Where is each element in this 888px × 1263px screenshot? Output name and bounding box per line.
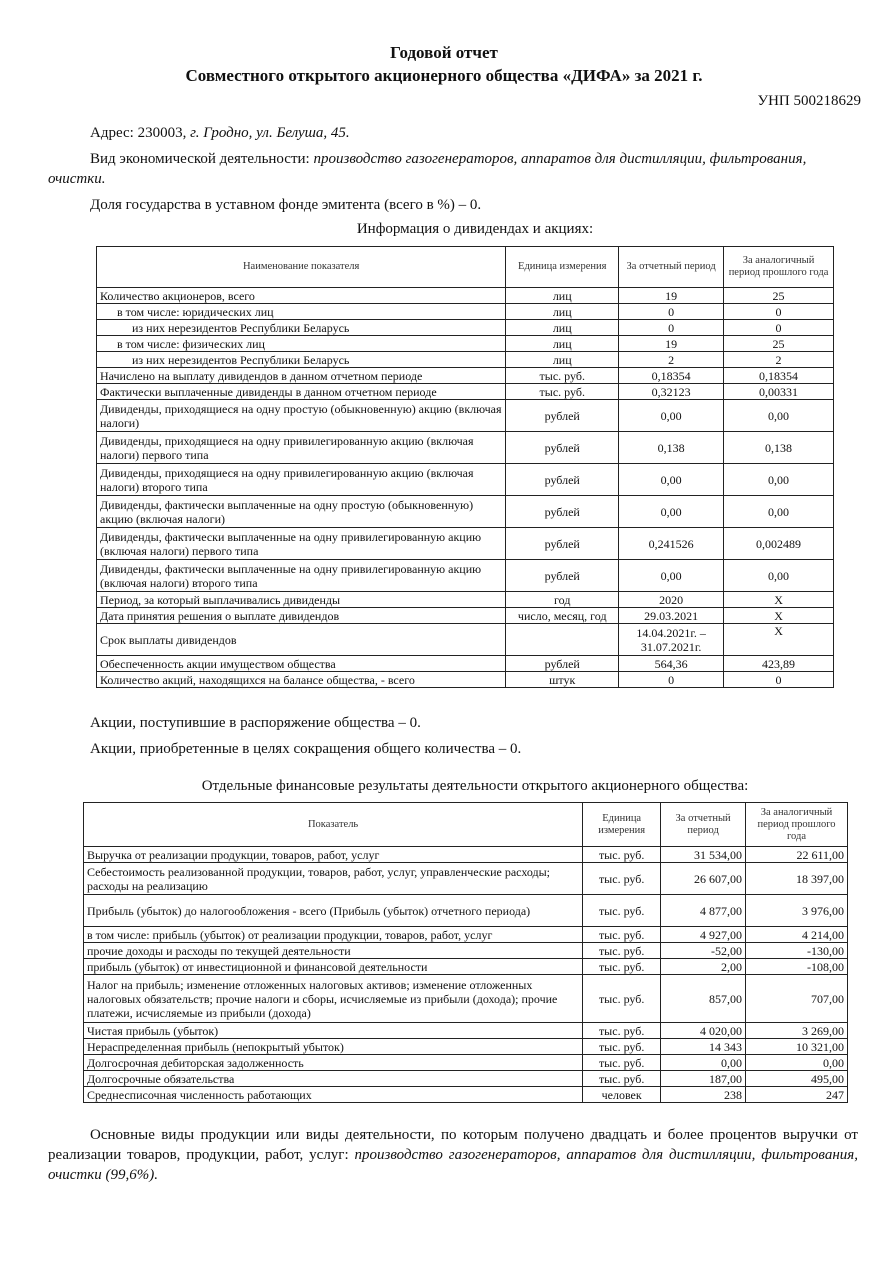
row-unit: число, месяц, год <box>506 608 619 624</box>
header-unit: Единица измерения <box>583 803 661 847</box>
dividends-caption: Информация о дивидендах и акциях: <box>356 221 594 237</box>
row-unit: тыс. руб. <box>583 1023 661 1039</box>
row-previous: -130,00 <box>746 943 848 959</box>
row-unit: штук <box>506 672 619 688</box>
header-current: За отчетный период <box>619 247 724 288</box>
row-previous: 10 321,00 <box>746 1039 848 1055</box>
row-name: Прибыль (убыток) до налогообложения - всего (Прибыль (убыток) отчетного периода) <box>84 895 583 927</box>
dividends-row <box>97 496 834 528</box>
row-current: 31 534,00 <box>661 847 746 863</box>
row-previous: 0 <box>724 320 834 336</box>
row-previous: X <box>724 624 834 656</box>
financial-row <box>84 959 848 975</box>
row-name: Период, за который выплачивались дивиденды <box>97 592 506 608</box>
row-previous: 0,00 <box>724 464 834 496</box>
row-unit: тыс. руб. <box>506 368 619 384</box>
row-name: прибыль (убыток) от инвестиционной и финансовой деятельности <box>84 959 583 975</box>
row-name: Долгосрочные обязательства <box>84 1071 583 1087</box>
header-current: За отчетный период <box>661 803 746 847</box>
row-unit: тыс. руб. <box>583 863 661 895</box>
row-current: 0,00 <box>661 1055 746 1071</box>
row-current: 14 343 <box>661 1039 746 1055</box>
financial-row <box>84 1039 848 1055</box>
row-unit: тыс. руб. <box>583 943 661 959</box>
row-unit: человек <box>583 1087 661 1103</box>
row-name: в том числе: прибыль (убыток) от реализации продукции, товаров, работ, услуг <box>84 927 583 943</box>
dividends-row <box>97 624 834 656</box>
row-previous: 495,00 <box>746 1071 848 1087</box>
row-unit: год <box>506 592 619 608</box>
row-name: Начислено на выплату дивидендов в данном отчетном периоде <box>97 368 506 384</box>
dividends-row <box>97 304 834 320</box>
row-current: 0,241526 <box>619 528 724 560</box>
row-current: 0 <box>619 320 724 336</box>
dividends-header-row <box>97 247 834 288</box>
row-current: 0,138 <box>619 432 724 464</box>
row-previous: 25 <box>724 336 834 352</box>
row-current: 238 <box>661 1087 746 1103</box>
row-current: 0 <box>619 304 724 320</box>
row-unit: рублей <box>506 560 619 592</box>
row-unit: тыс. руб. <box>583 847 661 863</box>
dividends-row <box>97 320 834 336</box>
dividends-row <box>97 400 834 432</box>
row-unit: рублей <box>506 464 619 496</box>
row-current: 0 <box>619 672 724 688</box>
dividends-row <box>97 352 834 368</box>
row-name: Срок выплаты дивидендов <box>97 624 506 656</box>
address-label: Адрес: 230003, <box>90 125 191 141</box>
row-previous: X <box>724 608 834 624</box>
dividends-row <box>97 560 834 592</box>
financial-row <box>84 1071 848 1087</box>
row-previous: 423,89 <box>724 656 834 672</box>
row-current: 29.03.2021 <box>619 608 724 624</box>
financial-row <box>84 927 848 943</box>
dividends-row <box>97 384 834 400</box>
row-unit: лиц <box>506 352 619 368</box>
row-previous: 18 397,00 <box>746 863 848 895</box>
row-current: 19 <box>619 288 724 304</box>
row-name: из них нерезидентов Республики Беларусь <box>97 320 506 336</box>
row-current: 0,00 <box>619 496 724 528</box>
row-name: Дивиденды, фактически выплаченные на одну простую (обыкновенную) акцию (включая налоги) <box>97 496 506 528</box>
header-indicator: Показатель <box>84 803 583 847</box>
main-activities-value: производство газогенераторов, аппаратов для дистилляции, фильтрования, очистки (99,6%). <box>48 1147 858 1183</box>
row-previous: -108,00 <box>746 959 848 975</box>
row-current: 2 <box>619 352 724 368</box>
row-name: Налог на прибыль; изменение отложенных налоговых активов; изменение отложенных налоговых обязательств; прочие налоги и сборы, исчисляемые из прибыли (дохода); прочие платежи, исчисляемые из прибыли (дохода) <box>84 975 583 1023</box>
row-current: 4 877,00 <box>661 895 746 927</box>
row-current: 0,00 <box>619 560 724 592</box>
row-name: в том числе: юридических лиц <box>97 304 506 320</box>
row-name: из них нерезидентов Республики Беларусь <box>97 352 506 368</box>
row-unit: лиц <box>506 336 619 352</box>
row-name: Дивиденды, приходящиеся на одну привилегированную акцию (включая налоги) второго типа <box>97 464 506 496</box>
row-name: Выручка от реализации продукции, товаров, работ, услуг <box>84 847 583 863</box>
row-current: 19 <box>619 336 724 352</box>
row-previous: 2 <box>724 352 834 368</box>
report-subtitle: Совместного открытого акционерного общества «ДИФА» за 2021 г. <box>185 66 703 85</box>
row-previous: 0,00 <box>724 400 834 432</box>
row-previous: X <box>724 592 834 608</box>
row-current: 857,00 <box>661 975 746 1023</box>
row-previous: 0,00 <box>746 1055 848 1071</box>
financial-row <box>84 943 848 959</box>
row-unit: тыс. руб. <box>583 1039 661 1055</box>
row-name: Обеспеченность акции имуществом общества <box>97 656 506 672</box>
row-unit: тыс. руб. <box>583 895 661 927</box>
financial-row <box>84 863 848 895</box>
row-current: 4 020,00 <box>661 1023 746 1039</box>
row-name: Дивиденды, приходящиеся на одну простую (обыкновенную) акцию (включая налоги) <box>97 400 506 432</box>
row-previous: 0,00331 <box>724 384 834 400</box>
row-current: 0,32123 <box>619 384 724 400</box>
row-name: Долгосрочная дебиторская задолженность <box>84 1055 583 1071</box>
activity-line <box>48 149 848 189</box>
row-name: Себестоимость реализованной продукции, товаров, работ, услуг, управленческие расходы; расходы на реализацию <box>84 863 583 895</box>
dividends-row <box>97 528 834 560</box>
dividends-row <box>97 432 834 464</box>
dividends-row <box>97 288 834 304</box>
row-unit <box>506 624 619 656</box>
row-current: 4 927,00 <box>661 927 746 943</box>
row-unit: тыс. руб. <box>583 1071 661 1087</box>
activity-label: Вид экономической деятельности: <box>90 151 314 167</box>
row-previous: 0 <box>724 672 834 688</box>
report-title: Годовой отчет <box>390 43 498 62</box>
row-name: Чистая прибыль (убыток) <box>84 1023 583 1039</box>
row-unit: рублей <box>506 400 619 432</box>
row-name: Дивиденды, фактически выплаченные на одну привилегированную акцию (включая налоги) второго типа <box>97 560 506 592</box>
row-current: 0,18354 <box>619 368 724 384</box>
row-unit: рублей <box>506 656 619 672</box>
financial-row <box>84 847 848 863</box>
row-previous: 3 269,00 <box>746 1023 848 1039</box>
header-name: Наименование показателя <box>97 247 506 288</box>
row-name: Дивиденды, приходящиеся на одну привилегированную акцию (включая налоги) первого типа <box>97 432 506 464</box>
dividends-row <box>97 464 834 496</box>
row-current: 187,00 <box>661 1071 746 1087</box>
row-current: 0,00 <box>619 400 724 432</box>
row-name: прочие доходы и расходы по текущей деятельности <box>84 943 583 959</box>
row-unit: тыс. руб. <box>506 384 619 400</box>
address-line <box>90 123 350 143</box>
dividends-table <box>96 246 834 688</box>
financial-row <box>84 1055 848 1071</box>
row-unit: тыс. руб. <box>583 959 661 975</box>
row-current: -52,00 <box>661 943 746 959</box>
financial-row <box>84 1023 848 1039</box>
row-previous: 0 <box>724 304 834 320</box>
row-previous: 0,00 <box>724 496 834 528</box>
financial-row <box>84 895 848 927</box>
row-previous: 25 <box>724 288 834 304</box>
row-current: 564,36 <box>619 656 724 672</box>
row-unit: лиц <box>506 288 619 304</box>
unp-number: УНП 500218629 <box>757 93 861 109</box>
main-activities-text: Основные виды продукции или виды деятельности, по которым получено двадцать и более процентов выручки от реализации товаров, продукции, работ, услуг: <box>48 1127 858 1163</box>
row-unit: тыс. руб. <box>583 927 661 943</box>
dividends-row <box>97 672 834 688</box>
financial-header-row <box>84 803 848 847</box>
activity-value: производство газогенераторов, аппаратов для дистилляции, фильтрования, очистки. <box>48 151 807 187</box>
header-previous: За аналогичный период прошлого года <box>746 803 848 847</box>
row-current: 0,00 <box>619 464 724 496</box>
dividends-row <box>97 592 834 608</box>
row-name: Дивиденды, фактически выплаченные на одну привилегированную акцию (включая налоги) первого типа <box>97 528 506 560</box>
row-previous: 4 214,00 <box>746 927 848 943</box>
shares-acquired: Акции, приобретенные в целях сокращения общего количества – 0. <box>90 741 522 757</box>
row-current: 2020 <box>619 592 724 608</box>
row-unit: рублей <box>506 528 619 560</box>
row-current: 14.04.2021г. – 31.07.2021г. <box>619 624 724 656</box>
row-name: Среднесписочная численность работающих <box>84 1087 583 1103</box>
shares-received: Акции, поступившие в распоряжение общества – 0. <box>90 715 421 731</box>
dividends-row <box>97 368 834 384</box>
state-share: Доля государства в уставном фонде эмитента (всего в %) – 0. <box>90 197 482 213</box>
row-unit: тыс. руб. <box>583 975 661 1023</box>
header-unit: Единица измерения <box>506 247 619 288</box>
row-name: Дата принятия решения о выплате дивидендов <box>97 608 506 624</box>
financial-table <box>83 802 848 1103</box>
row-name: Фактически выплаченные дивиденды в данном отчетном периоде <box>97 384 506 400</box>
financial-row <box>84 1087 848 1103</box>
dividends-row <box>97 656 834 672</box>
row-unit: рублей <box>506 496 619 528</box>
main-activities <box>48 1125 858 1185</box>
row-current: 26 607,00 <box>661 863 746 895</box>
row-unit: тыс. руб. <box>583 1055 661 1071</box>
row-previous: 0,00 <box>724 560 834 592</box>
row-name: в том числе: физических лиц <box>97 336 506 352</box>
row-previous: 707,00 <box>746 975 848 1023</box>
dividends-row <box>97 608 834 624</box>
financial-row <box>84 975 848 1023</box>
dividends-row <box>97 336 834 352</box>
row-name: Количество акционеров, всего <box>97 288 506 304</box>
address-value: г. Гродно, ул. Белуша, 45. <box>190 125 350 141</box>
row-current: 2,00 <box>661 959 746 975</box>
row-name: Количество акций, находящихся на балансе общества, - всего <box>97 672 506 688</box>
row-unit: рублей <box>506 432 619 464</box>
row-unit: лиц <box>506 304 619 320</box>
row-unit: лиц <box>506 320 619 336</box>
header-previous: За аналогичный период прошлого года <box>724 247 834 288</box>
row-previous: 247 <box>746 1087 848 1103</box>
financial-caption: Отдельные финансовые результаты деятельности открытого акционерного общества: <box>201 778 749 794</box>
row-previous: 0,138 <box>724 432 834 464</box>
row-previous: 0,18354 <box>724 368 834 384</box>
row-name: Нераспределенная прибыль (непокрытый убыток) <box>84 1039 583 1055</box>
row-previous: 3 976,00 <box>746 895 848 927</box>
row-previous: 22 611,00 <box>746 847 848 863</box>
row-previous: 0,002489 <box>724 528 834 560</box>
